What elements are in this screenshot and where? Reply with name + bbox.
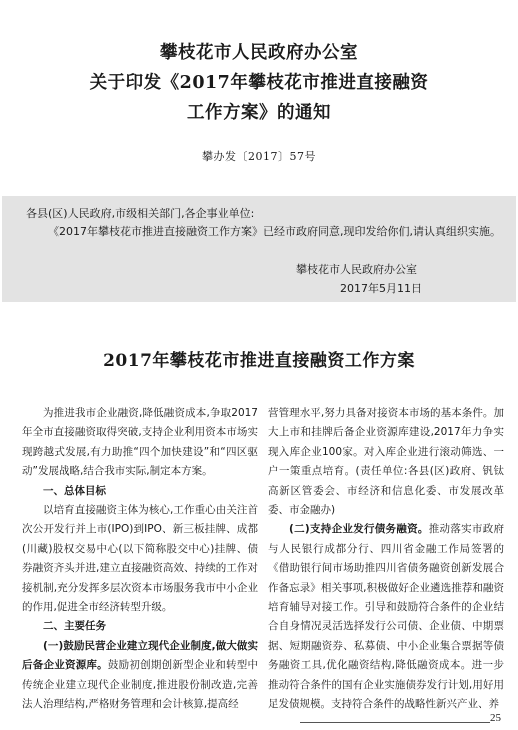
section-heading-goals: 一、总体目标 (43, 484, 106, 497)
task-1-continuation: 营管理水平,努力具备对接资本市场的基本条件。加大上市和挂牌后备企业资源库建设,2017年力争实现入库企业100家。对入库企业进行滚动筛选、一户一策重点培育。(责任单位:各县(区)政府、钒钛高新区管委会、市经济和信息化委、市发展改革委、市金融办) (268, 407, 504, 517)
plan-intro-paragraph: 为推进我市企业融资,降低融资成本,争取2017年全市直接融资取得突破,支持企业利用资本市场实现跨越式发展,有力助推“四个加快建设”和“四区驱动”发展战略,结合我市实际,制定本方案。 (22, 407, 258, 478)
task-2-body: 推动落实市政府与人民银行成都分行、四川省金融工作局签署的《借助银行间市场助推四川省债务融资创新发展合作备忘录》相关事项,积极做好企业遴选推荐和融资培育辅导对接工作。引导和鼓励符合条件的企业结合自身情况灵活选择发行公司债、企业债、中期票据、短期融资券、私募债、中小企业集合票据等债务融资工具,优化融资结构,降低融资成本。进一步推动符合条件的国有企业实施债券发行计划,用好用足发债规模。支持符合条件的战略性新兴产业、养 (268, 523, 505, 711)
page-number: 25 (490, 712, 501, 724)
notice-title-line-2: 关于印发《2017年攀枝花市推进直接融资 (89, 73, 429, 93)
notice-title-line-1: 攀枝花市人民政府办公室 (160, 43, 358, 63)
notice-title (0, 38, 518, 128)
page-footer-rule (300, 722, 490, 723)
task-2-title: (二)支持企业发行债务融资。 (289, 523, 429, 536)
plan-title: 2017年攀枝花市推进直接融资工作方案 (103, 351, 415, 371)
left-column (22, 404, 258, 715)
notice-box (2, 196, 516, 302)
notice-date: 2017年5月11日 (340, 282, 422, 295)
task-1-title: (一)鼓励民营企业建立现代企业制度,做大做实后备企业资源库。 (22, 639, 258, 672)
section-heading-tasks: 二、主要任务 (43, 620, 106, 633)
notice-title-line-3: 工作方案》的通知 (187, 103, 331, 123)
task-1-paragraph (22, 637, 258, 715)
task-2-paragraph (268, 520, 504, 714)
document-number: 攀办发〔2017〕57号 (202, 150, 316, 163)
notice-issuer: 攀枝花市人民政府办公室 (296, 263, 417, 276)
notice-recipients: 各县(区)人民政府,市级相关部门,各企事业单位: (26, 207, 255, 220)
section-goals-body: 以培育直接融资主体为核心,工作重心由关注首次公开发行并上市(IPO)到IPO、新三板挂牌、成都(川藏)股权交易中心(以下简称股交中心)挂牌、债券融资齐头并进,建立直接融资高效、持续的工作对接机制,充分发挥多层次资本市场服务我市中小企业的作用,促进全市经济转型升级。 (22, 504, 258, 614)
notice-body: 《2017年攀枝花市推进直接融资工作方案》已经市政府同意,现印发给你们,请认真组织实施。 (48, 225, 501, 238)
task-1-body: 鼓励初创期创新型企业和转型中传统企业建立现代企业制度,推进股份制改造,完善法人治理结构,严格财务管理和会计核算,提高经 (22, 659, 259, 711)
right-column (268, 404, 504, 715)
